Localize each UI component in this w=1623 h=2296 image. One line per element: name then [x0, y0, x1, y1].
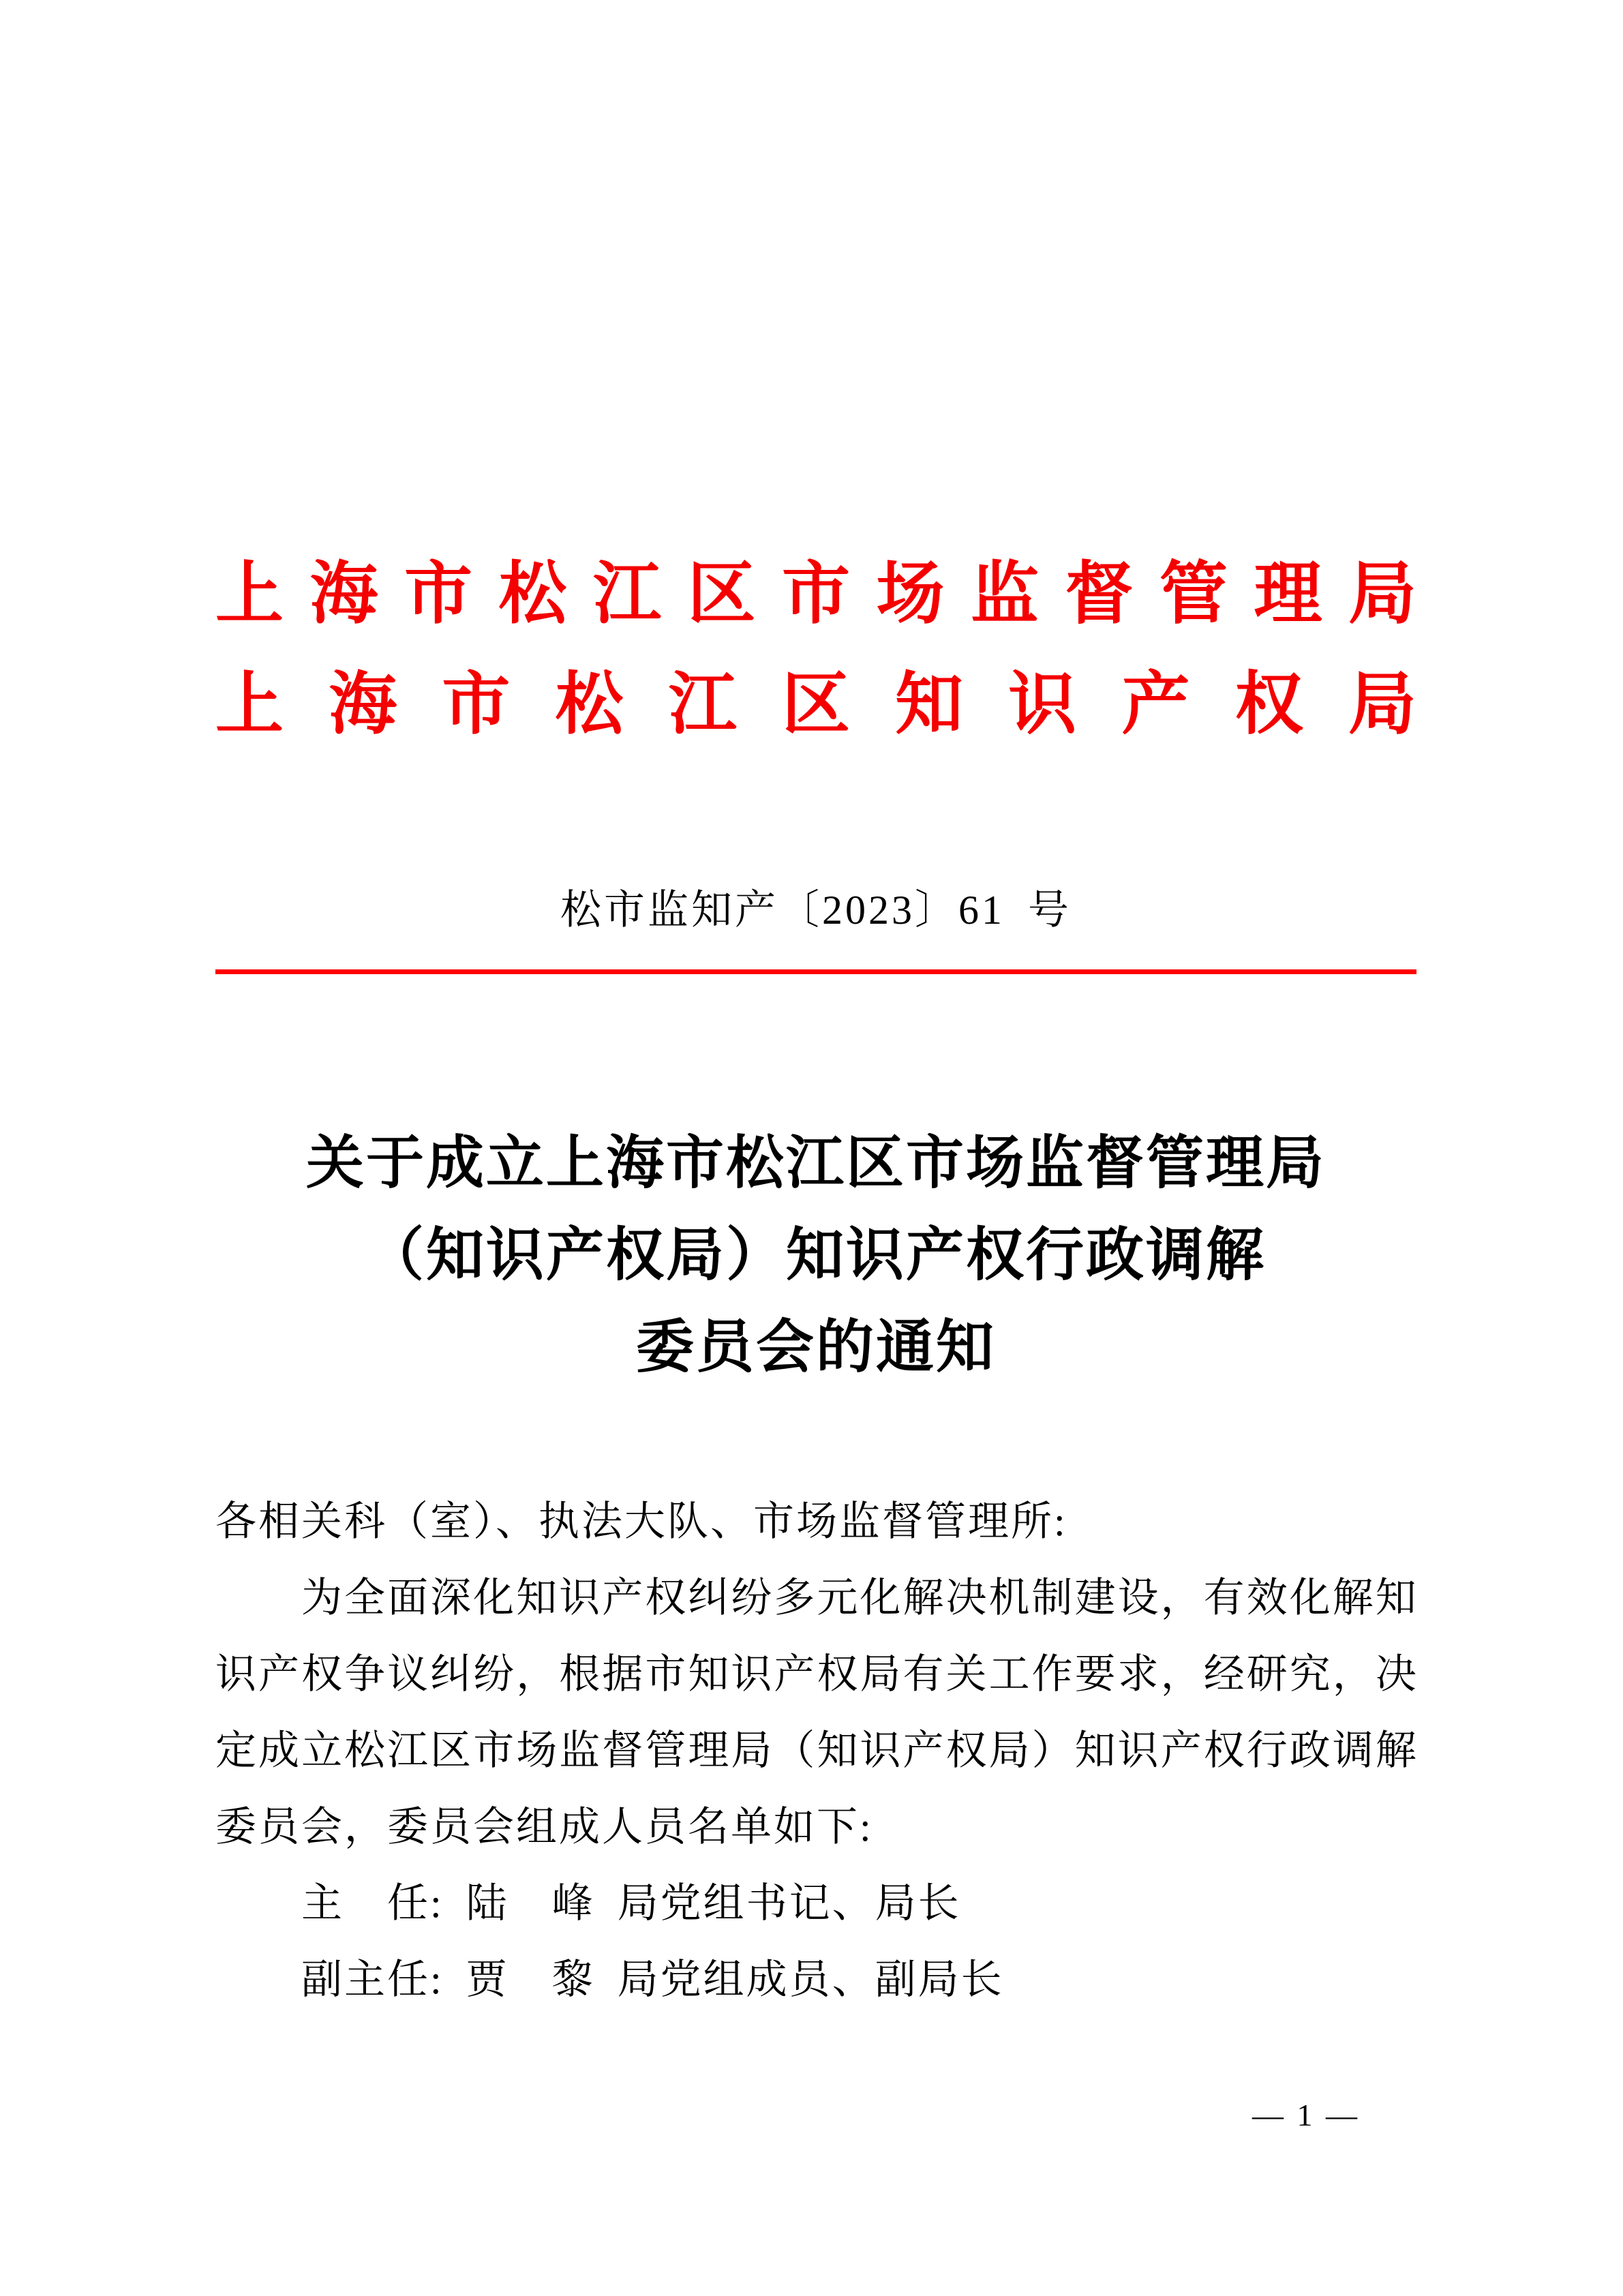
notice-title-line-3: 委员会的通知: [635, 1316, 996, 1380]
notice-title-line-2: （知识产权局）知识产权行政调解: [365, 1224, 1266, 1288]
body-line-5: 委员会，委员会组成人员名单如下:: [215, 1804, 873, 1849]
vice-chairman-line: 副主任: 贾 黎 局党组成员、副局长: [301, 1957, 1004, 2002]
agency-name-line-1: 上 海 市 松 江 区 市 场 监 督 管 理 局: [215, 556, 1416, 632]
red-separator-line: [215, 969, 1416, 974]
body-line-2: 为 全 面 深 化 知 识 产 权 纠 纷 多 元 化 解 决 机 制 建 设 ， 有 效 化 解 知: [301, 1575, 1416, 1620]
notice-title-line-1: 关于成立上海市松江区市场监督管理局: [305, 1132, 1326, 1196]
notice-body: [215, 1483, 1416, 2018]
agency-name-line-2: 上 海 市 松 江 区 知 识 产 权 局: [215, 667, 1416, 742]
agency-header: [215, 532, 1416, 753]
page-number: — 1 —: [1252, 2098, 1360, 2132]
notice-title: [215, 1118, 1416, 1394]
document-number: 松市监知产〔2023〕61 号: [560, 888, 1072, 933]
body-line-4: 定 成 立 松 江 区 市 场 监 督 管 理 局 （ 知 识 产 权 局 ） 知 识 产 权 行 政 调 解: [215, 1728, 1416, 1773]
chairman-line: 主 任: 陆 峰 局党组书记、局长: [301, 1881, 961, 1926]
salutation-line: 各相关科（室）、执法大队、市场监督管理所:: [215, 1499, 1067, 1544]
body-line-3: 识 产 权 争 议 纠 纷 ， 根 据 市 知 识 产 权 局 有 关 工 作 要 求 ， 经 研 究 ， 决: [215, 1652, 1416, 1697]
